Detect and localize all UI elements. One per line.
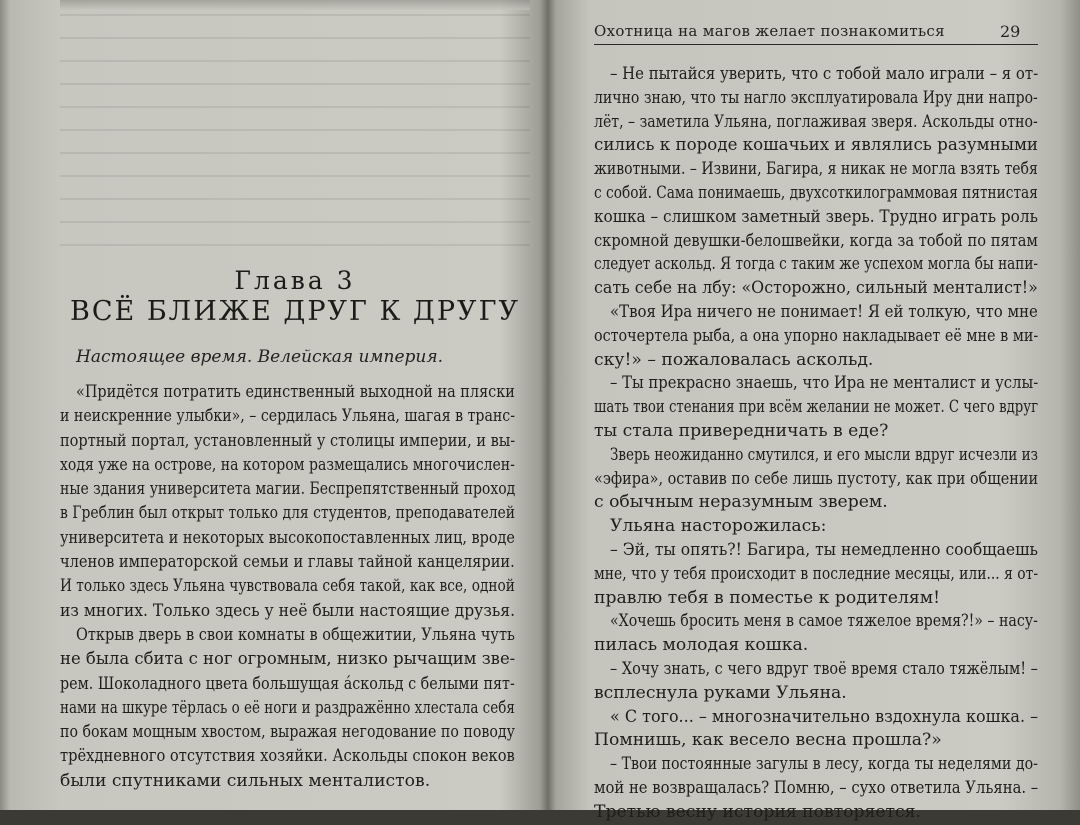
right-page xyxy=(548,0,1080,822)
page-number: 29 xyxy=(1000,22,1021,41)
chapter-number: Глава 3 xyxy=(234,266,356,295)
text-line: Открыв дверь в свои комнаты в общежитии, Ульяна чуть xyxy=(76,624,515,645)
text-line: ты стала привередничать в еде? xyxy=(594,420,889,441)
text-line: Третью весну история повторяется. xyxy=(594,801,921,822)
text-line: «Твоя Ира ничего не понимает! Я ей толкую, что мне xyxy=(610,301,1038,322)
text-line: членов императорской семьи и главы тайной канцелярии. xyxy=(60,552,515,573)
text-line: пилась молодая кошка. xyxy=(594,635,809,656)
text-line: скромной девушки-белошвейки, когда за тобой по пятам xyxy=(594,230,1038,251)
text-line: мой не возвращалась? Помню, – сухо ответила Ульяна. – xyxy=(594,777,1038,798)
text-line: не была сбита с ног огромным, низко рычащим зве- xyxy=(60,649,515,670)
text-line: Зверь неожиданно смутился, и его мысли вдруг исчезли из xyxy=(610,444,1038,465)
text-line: «Хочешь бросить меня в самое тяжелое время?!» – насу- xyxy=(610,611,1038,632)
text-line: «эфира», оставив по себе лишь пустоту, как при общении xyxy=(594,468,1038,489)
text-line: университета и некоторых высокопоставленных лиц, вроде xyxy=(60,527,515,548)
text-line: – Хочу знать, с чего вдруг твоё время стало тяжёлым! – xyxy=(610,658,1038,679)
text-line: нами на шкуре тёрлась о её ноги и раздражённо хлестала себя xyxy=(60,697,515,718)
text-line: и неискренние улыбки», – сердилась Ульяна, шагая в транс- xyxy=(60,406,515,427)
text-line: с обычным неразумным зверем. xyxy=(594,492,888,513)
text-line: с собой. Сама понимаешь, двухсоткилограммовая пятнистая xyxy=(594,182,1038,203)
text-line: ные здания университета магии. Беспрепятственный проход xyxy=(60,479,515,500)
text-line: трёхдневного отсутствия хозяйки. Аскольды спокон веков xyxy=(60,746,515,767)
text-line: – Твои постоянные загулы в лесу, когда ты неделями до- xyxy=(610,754,1038,775)
text-line: сились к породе кошачьих и являлись разумными xyxy=(594,135,1038,156)
text-line: осточертела рыба, а она упорно накладывает её мне в ми- xyxy=(594,325,1038,346)
text-line: следует аскольд. Я тогда с таким же успехом могла бы напи- xyxy=(594,254,1038,275)
text-line: в Греблин был открыт только для студентов, преподавателей xyxy=(60,503,515,524)
text-line: лично знаю, что ты нагло эксплуатировала Иру дни напро- xyxy=(594,87,1038,108)
text-line: Помнишь, как весело весна прошла?» xyxy=(594,730,942,751)
text-line: портный портал, установленный у столицы империи, и вы- xyxy=(60,430,515,451)
text-line: лёт, – заметила Ульяна, поглаживая зверя. Аскольды отно- xyxy=(594,111,1038,132)
text-line: из многих. Только здесь у неё были настоящие друзья. xyxy=(60,600,515,621)
header-rule xyxy=(594,44,1038,45)
left-page xyxy=(0,0,540,810)
text-line: по бокам мощным хвостом, выражая негодование по поводу xyxy=(60,722,515,743)
text-line: « С того... – многозначительно вздохнула кошка. – xyxy=(610,706,1038,727)
text-line: мне, что у тебя происходит в последние месяцы, или... я от- xyxy=(594,563,1038,584)
text-line: И только здесь Ульяна чувствовала себя такой, как все, одной xyxy=(60,576,515,597)
text-line: сать себе на лбу: «Осторожно, сильный менталист!» xyxy=(594,278,1038,299)
running-head: Охотница на магов желает познакомиться xyxy=(594,22,945,40)
text-line: шать твои стенания при всём желании не может. С чего вдруг xyxy=(594,397,1038,418)
text-line: были спутниками сильных менталистов. xyxy=(60,770,431,791)
text-line: – Эй, ты опять?! Багира, ты немедленно сообщаешь xyxy=(610,539,1038,560)
epigraph: Настоящее время. Велейская империя. xyxy=(76,347,444,367)
text-line: рем. Шоколадного цвета большущая áскольд с белыми пят- xyxy=(60,673,515,694)
text-line: «Придётся потратить единственный выходной на пляски xyxy=(76,382,515,402)
text-line: Ульяна насторожилась: xyxy=(610,516,827,537)
text-line: – Не пытайся уверить, что с тобой мало играли – я от- xyxy=(610,64,1038,84)
text-line: ску!» – пожаловалась аскольд. xyxy=(594,349,874,370)
text-line: правлю тебя в поместье к родителям! xyxy=(594,587,940,608)
text-line: – Ты прекрасно знаешь, что Ира не менталист и услы- xyxy=(610,373,1038,394)
right-body-text xyxy=(594,63,1038,825)
text-line: всплеснула руками Ульяна. xyxy=(594,682,847,703)
text-line: животными. – Извини, Багира, я никак не могла взять тебя xyxy=(594,159,1038,180)
text-line: ходя уже на острове, на котором размещались многочислен- xyxy=(60,454,515,475)
text-line: кошка – слишком заметный зверь. Трудно играть роль xyxy=(594,206,1038,227)
chapter-title: ВСЁ БЛИЖЕ ДРУГ К ДРУГУ xyxy=(70,296,520,327)
left-body-text xyxy=(60,380,515,793)
show-through-text xyxy=(60,0,530,260)
